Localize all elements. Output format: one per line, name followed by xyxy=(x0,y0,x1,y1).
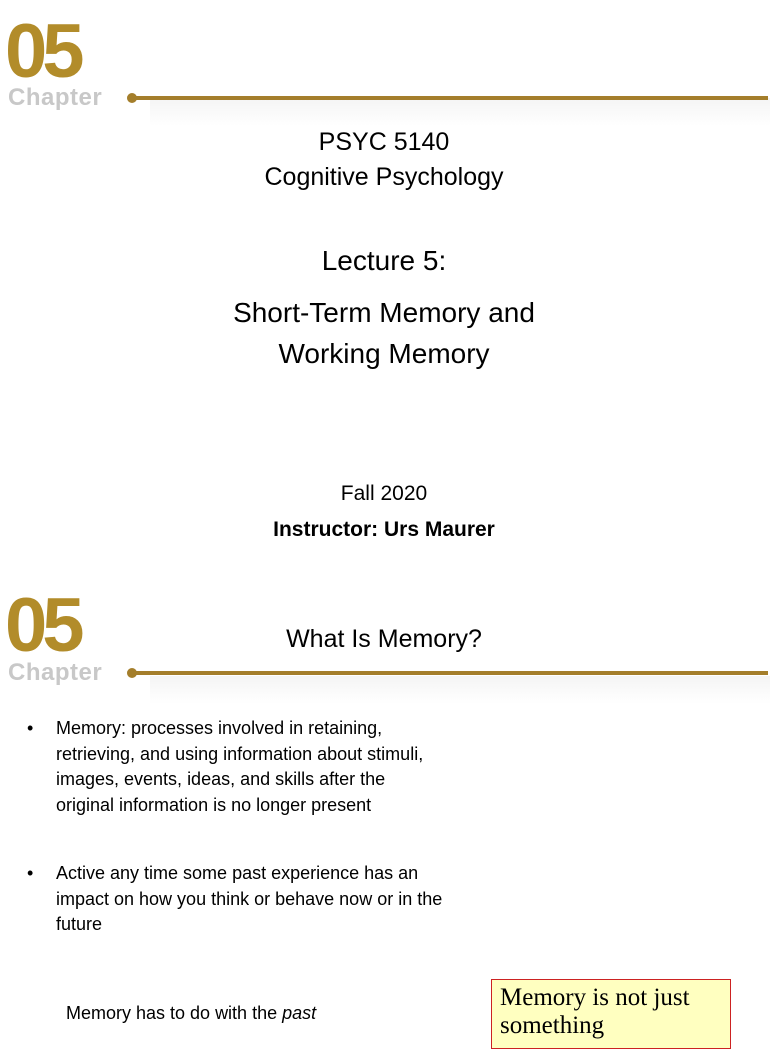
slide-title: What Is Memory? xyxy=(286,625,482,653)
topic-line-1: Short-Term Memory and xyxy=(233,297,535,328)
past-note xyxy=(66,1001,316,1025)
memory-slide xyxy=(0,578,768,1039)
header-rule xyxy=(130,96,768,100)
past-note-text: Memory has to do with the xyxy=(66,1003,283,1023)
callout-line-1: Memory is not just xyxy=(500,984,690,1011)
lecture-topic xyxy=(0,292,768,374)
topic-line-2: Working Memory xyxy=(278,338,490,369)
header-shadow xyxy=(150,676,770,704)
chapter-number: 05 xyxy=(5,9,80,94)
bullet-item: • Memory: processes involved in retaining, retrieving, and using information about stimuli, images, events, ideas, and skills after the original information is no longer present xyxy=(27,716,447,818)
lecture-number: Lecture 5: xyxy=(321,245,447,276)
course-name: Cognitive Psychology xyxy=(264,163,504,191)
chapter-label: Chapter xyxy=(8,659,103,686)
term: Fall 2020 xyxy=(340,482,428,505)
header-shadow xyxy=(150,98,770,126)
course-heading xyxy=(0,125,768,195)
header-rule xyxy=(130,671,768,675)
bullet-item: • Active any time some past experience has an impact on how you think or behave now or in the future xyxy=(27,861,447,938)
instructor: Instructor: Urs Maurer xyxy=(273,518,495,541)
callout-box xyxy=(491,979,731,1049)
chapter-number: 05 xyxy=(5,583,80,668)
past-note-emphasis: past xyxy=(282,1003,317,1023)
chapter-label: Chapter xyxy=(8,84,103,111)
course-code: PSYC 5140 xyxy=(318,128,450,156)
callout-line-2: something xyxy=(500,1012,605,1039)
bullet-list xyxy=(27,716,447,938)
